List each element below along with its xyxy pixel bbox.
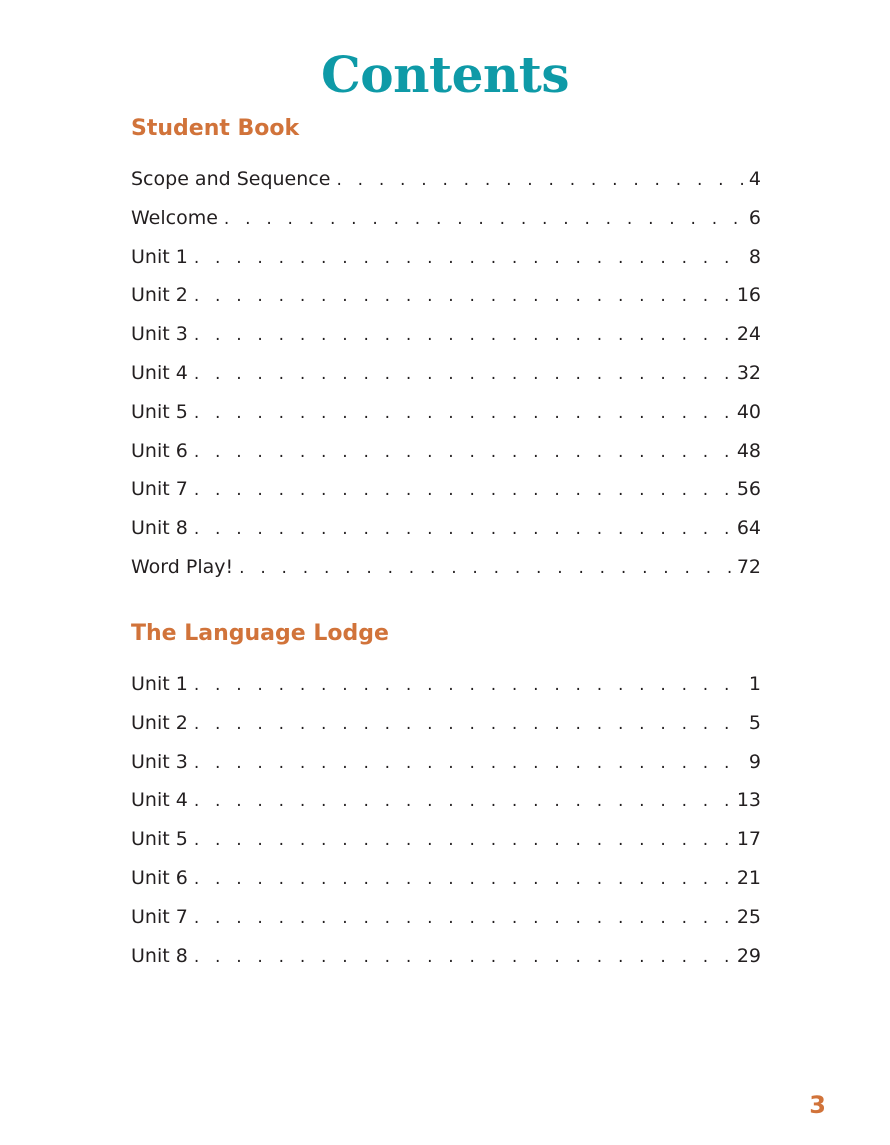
dot-leader: [194, 938, 731, 977]
page-title: Contents: [320, 45, 569, 104]
toc-entry[interactable]: [131, 704, 761, 743]
toc-entry[interactable]: [131, 199, 761, 238]
toc-entry[interactable]: [131, 432, 761, 471]
dot-leader: [239, 549, 731, 588]
dot-leader: [224, 200, 743, 239]
toc-entry[interactable]: [131, 743, 761, 782]
toc-entry-page: 13: [736, 789, 761, 812]
section-heading: Student Book: [131, 116, 300, 141]
toc-entry-page: 17: [736, 828, 761, 851]
toc-entry[interactable]: [131, 859, 761, 898]
toc-entry-page: 29: [736, 944, 761, 967]
toc-entry-label: Unit 4: [131, 361, 188, 384]
dot-leader: [194, 277, 731, 316]
toc-entry[interactable]: [131, 820, 761, 859]
dot-leader: [194, 666, 743, 705]
toc-entry-page: 48: [736, 439, 761, 462]
toc-entry-page: 64: [736, 517, 761, 540]
dot-leader: [194, 510, 731, 549]
toc-entry-label: Unit 7: [131, 478, 188, 501]
toc-entry-label: Unit 3: [131, 750, 188, 773]
toc-entry-label: Unit 6: [131, 439, 188, 462]
toc-entry-page: 9: [748, 750, 761, 773]
toc-entry-label: Unit 1: [131, 673, 188, 695]
toc-entry[interactable]: [131, 548, 761, 587]
toc-entry[interactable]: [131, 470, 761, 509]
dot-leader: [194, 316, 731, 355]
toc-entry[interactable]: [131, 937, 761, 976]
toc-entry-label: Unit 8: [131, 944, 188, 967]
toc-entry-label: Welcome: [131, 206, 218, 229]
toc-entry-label: Unit 1: [131, 245, 188, 268]
toc-entry[interactable]: [131, 315, 761, 354]
dot-leader: [194, 239, 743, 278]
toc-entry-page: 72: [736, 555, 761, 578]
section-student-book: [131, 114, 761, 587]
toc-entry[interactable]: [131, 898, 761, 937]
toc-entry[interactable]: [131, 160, 761, 199]
toc-entry-page: 25: [736, 905, 761, 928]
toc-entry[interactable]: [131, 354, 761, 393]
toc-entry-label: Unit 6: [131, 866, 188, 889]
toc-entry-page: 4: [748, 168, 761, 190]
section-heading: The Language Lodge: [131, 621, 389, 646]
toc-entry-page: 6: [748, 206, 761, 229]
dot-leader: [194, 782, 731, 821]
dot-leader: [194, 705, 743, 744]
toc-entry-page: 56: [736, 478, 761, 501]
toc-entry[interactable]: [131, 509, 761, 548]
dot-leader: [194, 355, 731, 394]
toc-entry-label: Unit 2: [131, 711, 188, 734]
dot-leader: [194, 744, 743, 783]
toc-entry-label: Unit 5: [131, 400, 188, 423]
dot-leader: [194, 821, 731, 860]
toc-entry-label: Unit 4: [131, 789, 188, 812]
toc-entry-label: Unit 5: [131, 828, 188, 851]
toc-entry-page: 24: [736, 323, 761, 346]
page-number: 3: [809, 1091, 826, 1119]
toc-entry[interactable]: [131, 393, 761, 432]
toc-entry[interactable]: [131, 665, 761, 704]
toc-entry[interactable]: [131, 781, 761, 820]
dot-leader: [194, 899, 731, 938]
dot-leader: [194, 433, 731, 472]
toc-entry-label: Unit 2: [131, 284, 188, 307]
toc-entry-page: 1: [748, 673, 761, 695]
toc-entry[interactable]: [131, 276, 761, 315]
toc-entry-label: Word Play!: [131, 555, 234, 578]
dot-leader: [194, 860, 731, 899]
toc-entry-page: 16: [736, 284, 761, 307]
dot-leader: [194, 394, 731, 433]
toc-list: [131, 160, 761, 587]
toc-entry-page: 8: [748, 245, 761, 268]
toc-entry-label: Scope and Sequence: [131, 168, 331, 190]
dot-leader: [194, 471, 731, 510]
toc-entry-page: 40: [736, 400, 761, 423]
toc-entry-page: 5: [748, 711, 761, 734]
toc-entry-label: Unit 7: [131, 905, 188, 928]
dot-leader: [336, 161, 742, 200]
toc-entry-page: 32: [736, 361, 761, 384]
toc-entry-page: 21: [736, 866, 761, 889]
toc-list: [131, 665, 761, 975]
section-language-lodge: [131, 619, 761, 975]
toc-entry-label: Unit 3: [131, 323, 188, 346]
toc-entry[interactable]: [131, 238, 761, 277]
toc-entry-label: Unit 8: [131, 517, 188, 540]
